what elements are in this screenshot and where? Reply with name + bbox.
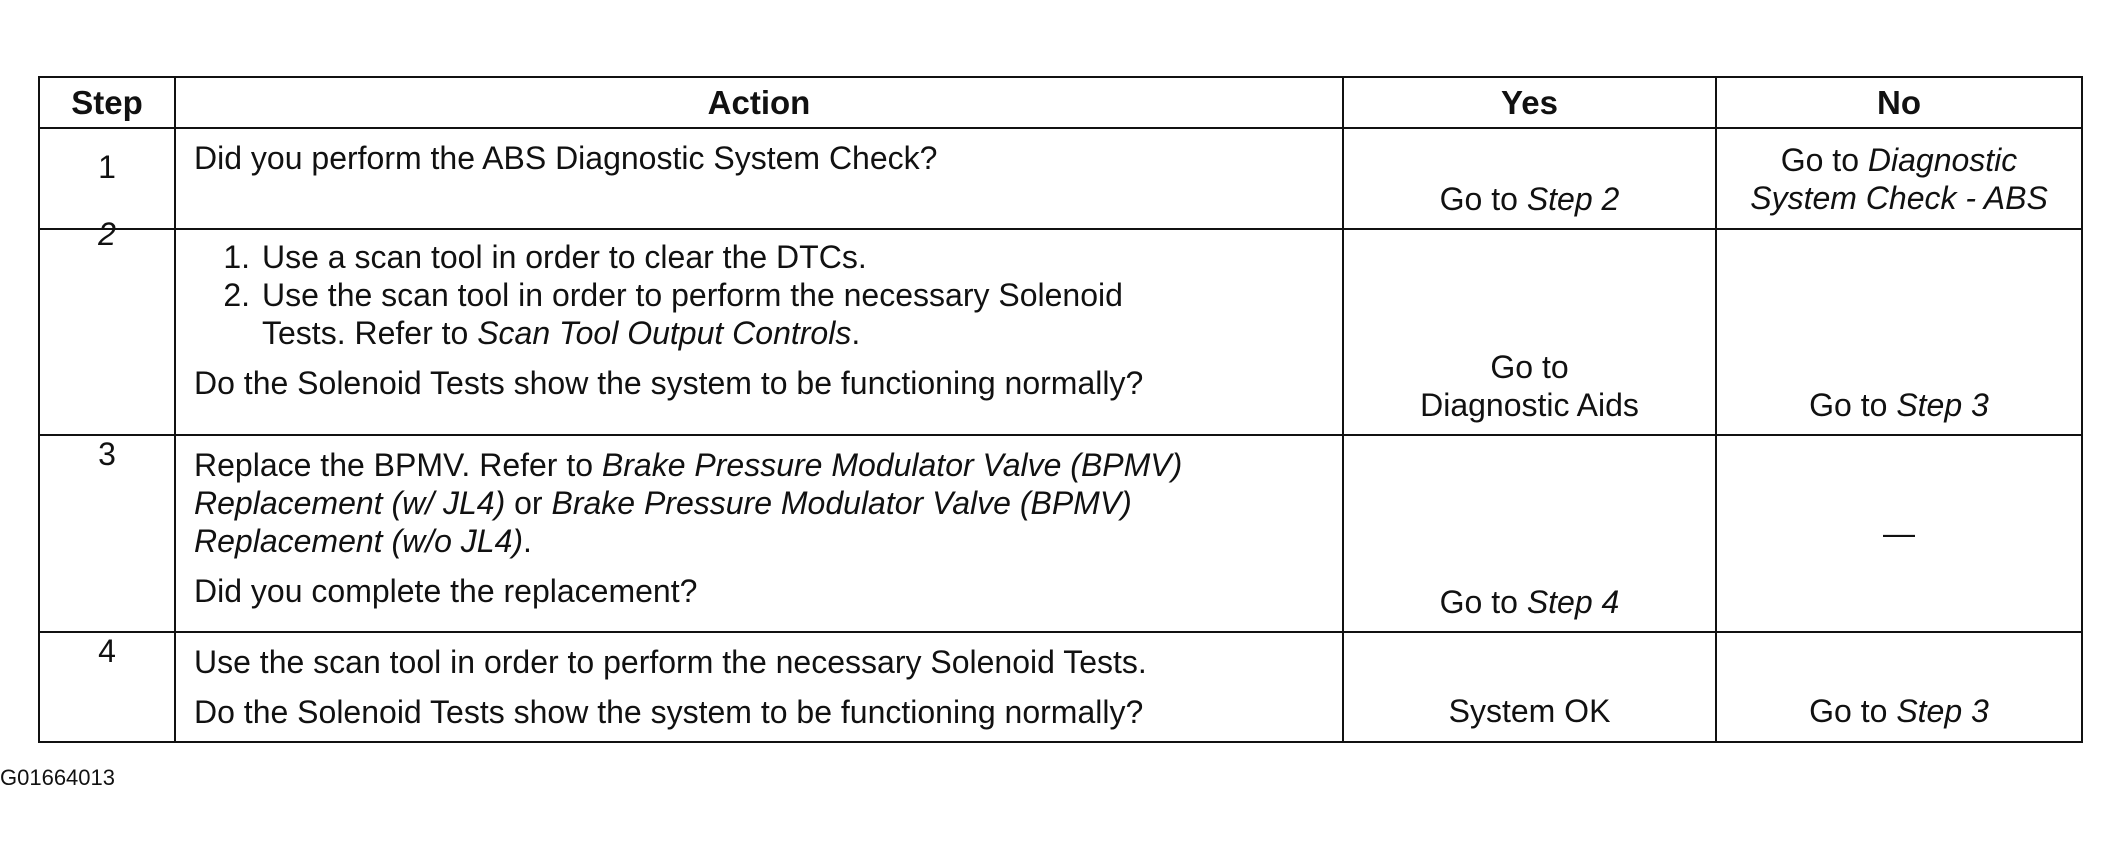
action-cell	[175, 229, 1343, 435]
yes-cell	[1343, 632, 1716, 742]
yes-step-link[interactable]: Step 4	[1526, 584, 1620, 620]
no-cell	[1716, 229, 2082, 435]
list-item	[194, 276, 1326, 352]
table-row	[39, 229, 2082, 435]
scan-tool-output-controls-link[interactable]: Scan Tool Output Controls	[477, 315, 852, 351]
action-content	[176, 129, 1342, 187]
no-content	[1717, 230, 2081, 432]
step-number-text: 2	[98, 216, 116, 252]
action-text: Use the scan tool in order to perform the necessary Solenoid Tests.	[194, 644, 1147, 680]
header-step: Step	[39, 77, 175, 128]
header-row	[39, 77, 2082, 128]
table-row	[39, 435, 2082, 632]
bpmv-link-b-line2[interactable]: Replacement (w/o JL4)	[194, 523, 524, 559]
table-row	[39, 128, 2082, 229]
yes-cell	[1343, 229, 1716, 435]
header-action: Action	[175, 77, 1343, 128]
question-text: Do the Solenoid Tests show the system to be functioning normally?	[194, 365, 1144, 401]
diagnostic-aids-link[interactable]: Diagnostic Aids	[1420, 387, 1639, 423]
no-link-b[interactable]: System Check - ABS	[1750, 180, 2048, 216]
no-content	[1717, 633, 2081, 738]
no-link-line1[interactable]	[1717, 141, 2081, 179]
action-content	[176, 633, 1342, 741]
diagnostic-table	[38, 76, 2083, 743]
header-no: No	[1716, 77, 2082, 128]
no-step-link[interactable]: Step 3	[1896, 387, 1989, 423]
action-text: Did you perform the ABS Diagnostic System Check?	[194, 140, 938, 176]
action-content	[176, 436, 1342, 620]
action-cell	[175, 632, 1343, 742]
no-cell	[1716, 632, 2082, 742]
no-dash	[1717, 514, 2081, 552]
no-link[interactable]	[1717, 386, 2081, 424]
yes-content	[1344, 633, 1715, 738]
no-link[interactable]	[1717, 692, 2081, 730]
no-prefix: Go to	[1809, 693, 1897, 729]
action-text	[194, 446, 1326, 560]
no-cell	[1716, 128, 2082, 229]
no-step-link[interactable]: Step 3	[1896, 693, 1989, 729]
list-number: 1.	[223, 239, 250, 275]
no-content	[1717, 129, 2081, 226]
no-cell	[1716, 435, 2082, 632]
table-row	[39, 632, 2082, 742]
yes-cell	[1343, 128, 1716, 229]
list-text-line2-prefix: Tests. Refer to	[262, 315, 478, 351]
yes-step-link[interactable]: Step 2	[1526, 181, 1620, 217]
yes-link[interactable]	[1344, 348, 1715, 424]
question-text: Did you complete the replacement?	[194, 573, 698, 609]
yes-prefix: Go to	[1439, 584, 1527, 620]
yes-content	[1344, 436, 1715, 629]
list-text-line1: Use the scan tool in order to perform the necessary Solenoid	[262, 277, 1123, 313]
yes-link[interactable]	[1344, 583, 1715, 621]
action-cell	[175, 435, 1343, 632]
list-text-line2-suffix: .	[851, 315, 861, 351]
yes-link[interactable]	[1344, 180, 1715, 218]
step-number-text: 3	[98, 436, 116, 472]
step-number	[39, 128, 175, 229]
no-link-a[interactable]: Diagnostic	[1867, 142, 2018, 178]
action-cell	[175, 128, 1343, 229]
step-number	[39, 216, 175, 435]
action-or: or	[505, 485, 552, 521]
question-text: Do the Solenoid Tests show the system to be functioning normally?	[194, 694, 1144, 730]
no-content	[1717, 436, 2081, 629]
no-dash-text: —	[1883, 514, 1915, 551]
no-prefix: Go to	[1809, 387, 1897, 423]
list-text: Use a scan tool in order to clear the DTCs.	[262, 239, 867, 275]
yes-prefix: Go to	[1439, 181, 1527, 217]
bpmv-link-b-line1[interactable]: Brake Pressure Modulator Valve (BPMV)	[551, 485, 1132, 521]
yes-line1: Go to	[1490, 349, 1569, 385]
yes-content	[1344, 230, 1715, 432]
list-number: 2.	[223, 277, 250, 313]
step-number-text: 4	[98, 633, 116, 669]
no-link-line2[interactable]	[1717, 179, 2081, 217]
bpmv-link-a-line2[interactable]: Replacement (w/ JL4)	[194, 485, 506, 521]
yes-text: System OK	[1448, 693, 1611, 729]
yes-content	[1344, 129, 1715, 226]
action-content	[176, 230, 1342, 412]
action-prefix: Replace the BPMV. Refer to	[194, 447, 602, 483]
header-yes: Yes	[1343, 77, 1716, 128]
no-prefix: Go to	[1780, 142, 1868, 178]
action-suffix: .	[523, 523, 532, 559]
yes-cell	[1343, 435, 1716, 632]
list-item	[194, 238, 1326, 276]
list-text	[262, 276, 1326, 352]
bpmv-link-a-line1[interactable]: Brake Pressure Modulator Valve (BPMV)	[601, 447, 1183, 483]
step-number	[39, 632, 175, 742]
figure-id: G01664013	[0, 765, 115, 790]
step-number-text: 1	[98, 149, 116, 185]
step-number	[39, 435, 175, 632]
